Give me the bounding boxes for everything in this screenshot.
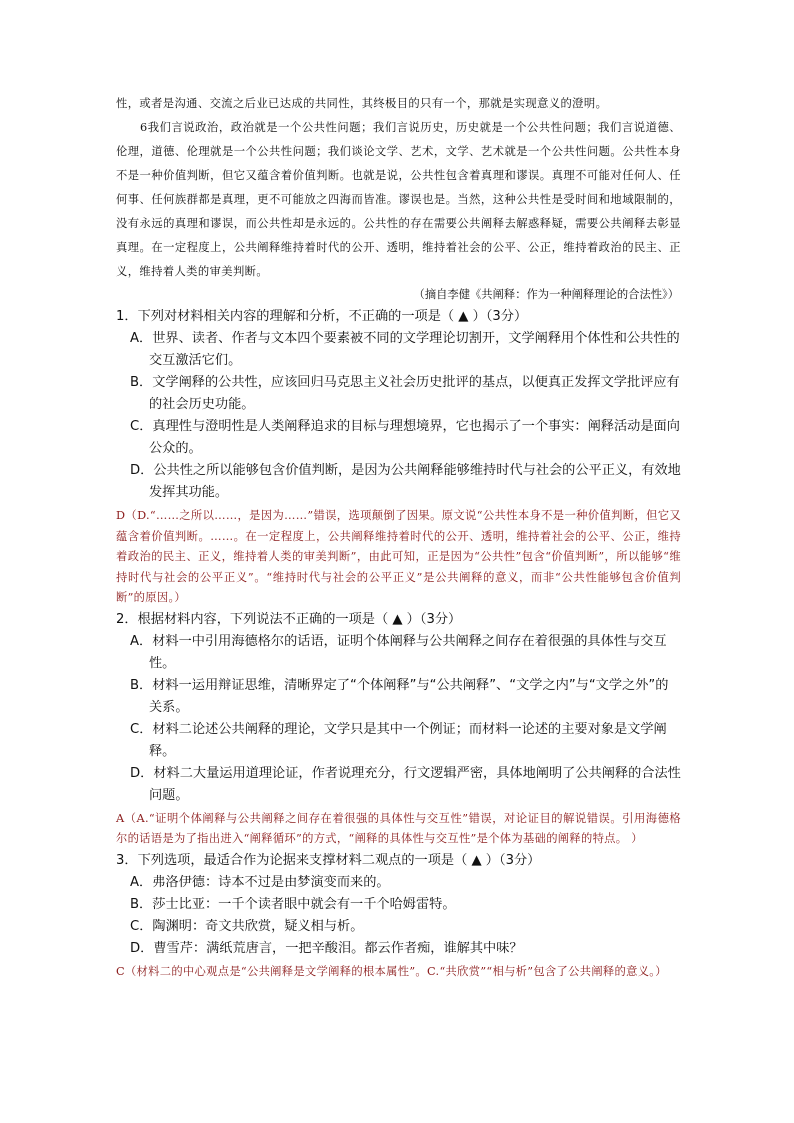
passage-source: （摘自李健《共阐释：作为一种阐释理论的合法性》）	[413, 288, 679, 301]
passage-paragraph-continued: 性，或者是沟通、交流之后业已达成的共同性，其终极目的只有一个，那就是实现意义的澄明。	[116, 97, 608, 110]
question-stem: 1．下列对材料相关内容的理解和分析，不正确的一项是（ ▲ ）（3分）	[116, 309, 528, 324]
question-2	[116, 609, 681, 850]
option-c: C．陶渊明：奇文共欣赏，疑义相与析。	[130, 918, 364, 934]
option-c: C．材料二论述公共阐释的理论，文学只是其中一个例证；而材料一论述的主要对象是文学阐释。	[130, 721, 667, 759]
option-d: D．材料二大量运用道理论证，作者说理充分，行文逻辑严密，具体地阐明了公共阐释的合法性问题。	[130, 765, 681, 803]
option-b: B．莎士比亚：一千个读者眼中就会有一千个哈姆雷特。	[130, 896, 456, 912]
question-3	[116, 850, 681, 983]
answer-explanation: D（D.“……之所以……，是因为……”错误，选项颠倒了因果。原文说“公共性本身不是一种价值判断，但它又蕴含着价值判断。……。在一定程度上，公共阐释维持着时代的公开、透明，维持着社会的公平、公正，维持着政治的民主、正义，维持着人类的审美判断”，由此可知，正是因为“公共性”包含“价值判断”，所以能够“维持时代与社会的公平正义”。“维持时代与社会的公平正义”是公共阐释的意义，而非“公共性能够包含价值判断”的原因。）	[116, 509, 681, 604]
passage-paragraph-6: 6我们言说政治，政治就是一个公共性问题；我们言说历史，历史就是一个公共性问题；我们言说道德、伦理，道德、伦理就是一个公共性问题；我们谈论文学、艺术，文学、艺术就是一个公共性问题。公共性本身不是一种价值判断，但它又蕴含着价值判断。也就是说，公共性包含着真理和谬误。真理不可能对任何人、任何事、任何族群都是真理，更不可能放之四海而皆准。谬误也是。当然，这种公共性是受时间和地域限制的，没有永远的真理和谬误，而公共性却是永远的。公共性的存在需要公共阐释去解惑释疑，需要公共阐释去彰显真理。在一定程度上，公共阐释维持着时代的公开、透明，维持着社会的公平、公正，维持着政治的民主、正义，维持着人类的审美判断。	[116, 121, 681, 278]
option-a: A．弗洛伊德：诗本不过是由梦演变而来的。	[130, 874, 390, 890]
answer-explanation: A（A.“证明个体阐释与公共阐释之间存在着很强的具体性与交互性”错误，对论证目的解说错误。引用海德格尔的话语是为了指出进入“阐释循环”的方式，“阐释的具体性与交互性”是个体为基础的阐释的特点。 ）	[116, 811, 681, 845]
option-b: B．材料一运用辩证思维，清晰界定了“个体阐释”与“公共阐释”、“文学之内”与“文学之外”的关系。	[130, 677, 669, 715]
option-b: B．文学阐释的公共性，应该回归马克思主义社会历史批评的基点，以便真正发挥文学批评应有的社会历史功能。	[130, 375, 680, 412]
question-stem: 3．下列选项，最适合作为论据来支撑材料二观点的一项是（ ▲ ）（3分）	[116, 852, 541, 868]
option-d: D．公共性之所以能够包含价值判断，是因为公共阐释能够维持时代与社会的公平正义，有效地发挥其功能。	[130, 463, 681, 500]
option-a: A．世界、读者、作者与文本四个要素被不同的文学理论切割开，文学阐释用个体性和公共性的交互激活它们。	[130, 331, 680, 368]
document-page	[116, 92, 681, 982]
option-a: A．材料一中引用海德格尔的话语，证明个体阐释与公共阐释之间存在着很强的具体性与交互性。	[130, 633, 667, 671]
question-1	[116, 306, 681, 609]
option-d: D．曹雪芹：满纸荒唐言，一把辛酸泪。都云作者痴，谁解其中味？	[130, 940, 523, 956]
answer-explanation: C（材料二的中心观点是“公共阐释是文学阐释的根本属性”。C.“共欣赏”“相与析”包含了公共阐释的意义。）	[116, 964, 667, 978]
question-stem: 2．根据材料内容，下列说法不正确的一项是（ ▲ ）（3分）	[116, 611, 462, 627]
option-c: C．真理性与澄明性是人类阐释追求的目标与理想境界，它也揭示了一个事实：阐释活动是面向公众的。	[130, 419, 680, 456]
